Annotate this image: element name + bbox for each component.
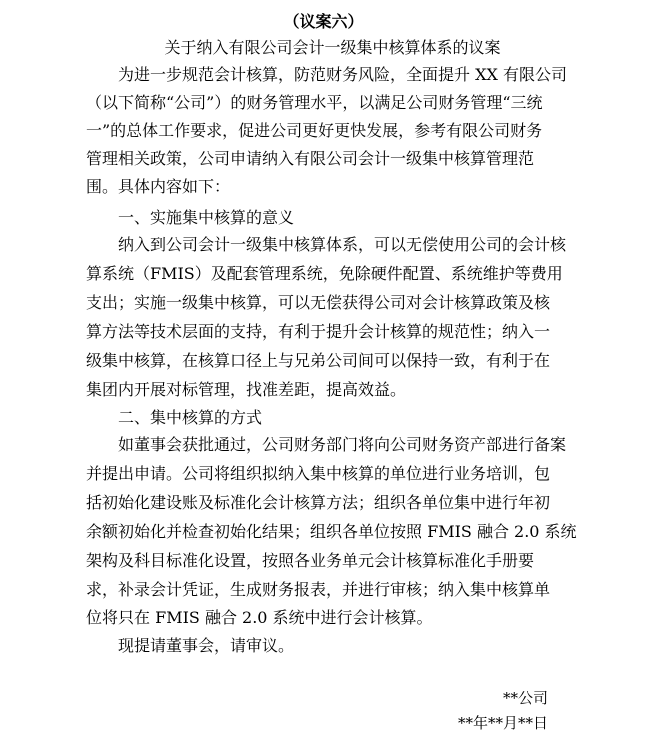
section2-line: 并提出申请。公司将组织拟纳入集中核算的单位进行业务培训，包 [86,464,551,483]
section1-line: 算方法等技术层面的支持，有利于提升会计核算的规范性；纳入一 [86,322,551,341]
closing-text: 现提请董事会，请审议。 [118,636,295,655]
section2-line: 位将只在 FMIS 融合 2.0 系统中进行会计核算。 [86,608,433,627]
section1-line: 支出；实施一级集中核算，可以无偿获得公司对会计核算政策及核 [86,293,551,312]
signature-company: **公司 [502,689,548,707]
section2-line: 架构及科目标准化设置，按照各业务单元会计核算标准化手册要 [86,551,535,570]
section2-line: 括初始化建设账及标准化会计核算方法；组织各单位集中进行年初 [86,493,551,512]
document-number: （议案六） [283,12,364,31]
section1-line: 纳入到公司会计一级集中核算体系，可以无偿使用公司的会计核 [118,235,567,254]
section-heading: 一、实施集中核算的意义 [118,208,295,227]
signature-date: **年**月**日 [457,714,548,732]
section1-line: 算系统（FMIS）及配套管理系统，免除硬件配置、系统维护等费用 [86,264,563,283]
intro-line: 围。具体内容如下： [86,177,231,196]
intro-line: 为进一步规范会计核算，防范财务风险，全面提升 XX 有限公司 [118,65,567,84]
section1-line: 集团内开展对标管理，找准差距，提高效益。 [86,380,407,399]
intro-line: （以下简称“公司”）的财务管理水平，以满足公司财务管理“三统 [86,93,543,112]
section-heading: 二、集中核算的方式 [118,408,263,427]
section1-line: 级集中核算，在核算口径上与兄弟公司间可以保持一致，有利于在 [86,351,551,370]
section2-line: 余额初始化并检查初始化结果；组织各单位按照 FMIS 融合 2.0 系统 [86,522,577,541]
intro-line: 一”的总体工作要求，促进公司更好更快发展，参考有限公司财务 [86,121,543,140]
section2-line: 求，补录会计凭证，生成财务报表，并进行审核；纳入集中核算单 [86,580,551,599]
intro-line: 管理相关政策，公司申请纳入有限公司会计一级集中核算管理范 [86,149,535,168]
section2-line: 如董事会获批通过，公司财务部门将向公司财务资产部进行备案 [118,435,567,454]
document-title: 关于纳入有限公司会计一级集中核算体系的议案 [164,38,501,57]
